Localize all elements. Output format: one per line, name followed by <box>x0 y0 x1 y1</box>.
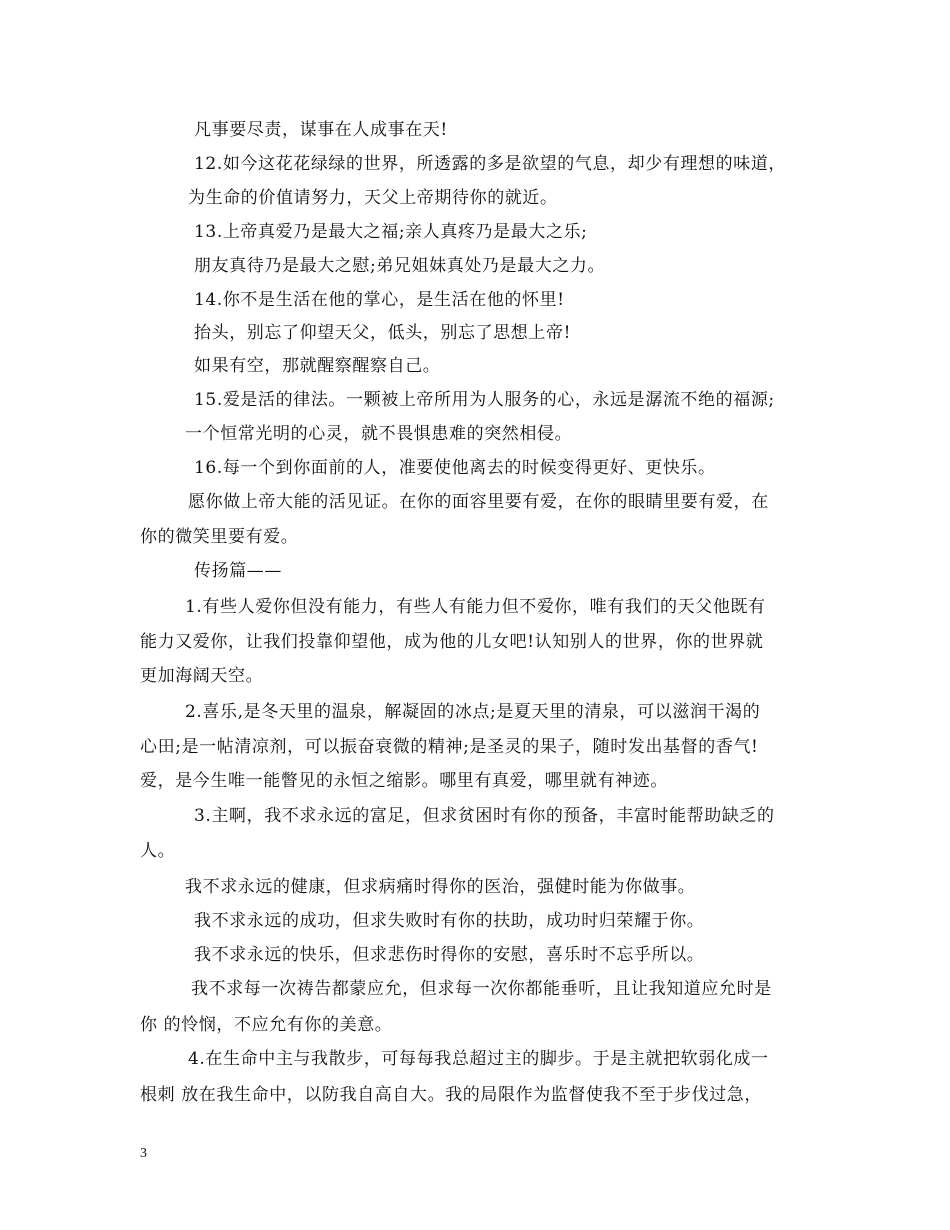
text-line: 13.上帝真爱乃是最大之福;亲人真疼乃是最大之乐; <box>194 222 588 242</box>
text-line: 我不求永远的健康，但求病痛时得你的医治，强健时能为你做事。 <box>185 877 696 897</box>
text-line: 心田;是一帖清凉剂，可以振奋衰微的精神;是圣灵的果子，随时发出基督的香气! <box>140 737 759 757</box>
section-heading: 传扬篇—— <box>194 561 282 581</box>
text-line: 14.你不是生活在他的掌心，是生活在他的怀里! <box>194 290 565 310</box>
text-line: 15.爱是活的律法。一颗被上帝所用为人服务的心，永远是潺流不绝的福源; <box>194 390 775 410</box>
text-line: 更加海阔天空。 <box>140 666 264 686</box>
text-line: 爱，是今生唯一能瞥见的永恒之缩影。哪里有真爱，哪里就有神迹。 <box>140 771 668 791</box>
text-line: 3.主啊，我不求永远的富足，但求贫困时有你的预备，丰富时能帮助缺乏的 <box>194 806 775 826</box>
text-line: 根刺 放在我生命中，以防我自高自大。我的局限作为监督使我不至于步伐过急， <box>140 1085 763 1105</box>
text-line: 为生命的价值请努力，天父上帝期待你的就近。 <box>188 188 558 208</box>
text-line: 抬头，别忘了仰望天父，低头，别忘了思想上帝! <box>194 323 572 343</box>
text-line: 一个恒常光明的心灵，就不畏惧患难的突然相侵。 <box>185 424 573 444</box>
text-line: 1.有些人爱你但没有能力，有些人有能力但不爱你，唯有我们的天父他既有 <box>185 597 766 617</box>
text-line: 我不求每一次祷告都蒙应允，但求每一次你都能垂听，且让我知道应允时是 <box>191 979 772 999</box>
text-line: 人。 <box>140 841 176 861</box>
text-line: 你 的怜悯，不应允有你的美意。 <box>140 1015 393 1035</box>
text-line: 愿你做上帝大能的活见证。在你的面容里要有爱，在你的眼睛里要有爱，在 <box>188 492 769 512</box>
text-line: 你的微笑里要有爱。 <box>140 527 299 547</box>
text-line: 2.喜乐,是冬天里的温泉，解凝固的冰点;是夏天里的清泉，可以滋润干渴的 <box>185 702 761 722</box>
text-line: 如果有空，那就醒察醒察自己。 <box>194 356 441 376</box>
text-line: 16.每一个到你面前的人，准要使他离去的时候变得更好、更快乐。 <box>194 458 716 478</box>
text-line: 凡事要尽责，谋事在人成事在天! <box>194 120 448 140</box>
page-number: 3 <box>140 1146 147 1161</box>
text-line: 4.在生命中主与我散步，可每每我总超过主的脚步。于是主就把软弱化成一 <box>188 1049 769 1069</box>
text-line: 12.如今这花花绿绿的世界，所透露的多是欲望的气息，却少有理想的味道， <box>194 154 787 174</box>
text-line: 能力又爱你，让我们投靠仰望他，成为他的儿女吧!认知别人的世界，你的世界就 <box>140 632 764 652</box>
text-line: 朋友真待乃是最大之慰;弟兄姐妹真处乃是最大之力。 <box>194 256 606 276</box>
text-line: 我不求永远的成功，但求失败时有你的扶助，成功时归荣耀于你。 <box>194 911 705 931</box>
text-line: 我不求永远的快乐，但求悲伤时得你的安慰，喜乐时不忘乎所以。 <box>194 945 705 965</box>
